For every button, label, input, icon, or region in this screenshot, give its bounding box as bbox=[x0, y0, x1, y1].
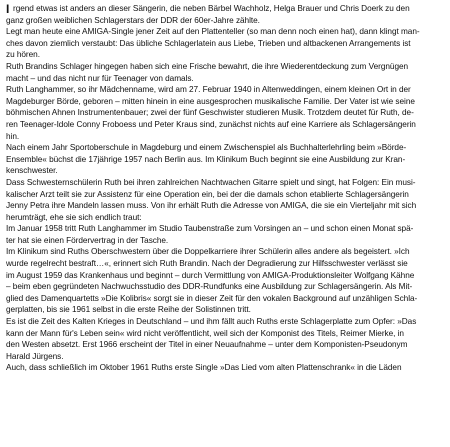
text-line: Legt man heute eine AMIGA-Single jener Zeit auf den Plattenteller (so man denn noch einen hat), dann klingt man- bbox=[6, 27, 420, 37]
text-line: Im Klinikum sind Ruths Oberschwestern über die Doppelkarriere ihrer Schülerin alles andere als begeistert. »Ich bbox=[6, 247, 410, 257]
text-line: zu hören. bbox=[6, 50, 40, 60]
text-line: im August 1959 das Krankenhaus und beginnt – durch Vermittlung von AMIGA-Produktionsleiter Wolfgang Kähne bbox=[6, 270, 415, 280]
text-line: ren Teenager-Idole Conny Froboess und Peter Kraus sind, zunächst nichts auf eine Karriere als Schlagersängerin bbox=[6, 119, 416, 129]
text-line: Ensemble« büchst die 17jährige 1957 nach Berlin aus. Im Klinikum Buch beginnt sie eine Ausbildung zur Kran- bbox=[6, 154, 406, 164]
text-line: kann der Mann für's Leben sein« wird nicht veröffentlicht, weil sich der Komponist des Titels, Reimer Mierke, in bbox=[6, 328, 404, 338]
text-line: Ruth Langhammer, so ihr Mädchenname, wird am 27. Februar 1940 in Altenweddingen, einem kleinen Ort in der bbox=[6, 85, 411, 95]
text-line: – beim eben gegründeten Nachwuchsstudio des DDR-Rundfunks eine Ausbildung zur Schlagersängerin. Als Mit- bbox=[6, 282, 413, 292]
text-line: Im Januar 1958 tritt Ruth Langhammer im Studio Taubenstraße zum Vorsingen an – und schon einen Monat spä- bbox=[6, 224, 414, 234]
text-line: hin. bbox=[6, 131, 20, 141]
text-line-1 bbox=[6, 3, 444, 15]
text-line: kalischer Arzt teilt sie zur Assistenz für eine Operation ein, bei der die damals schon etablierte Schlagersängerin bbox=[6, 189, 409, 199]
text-body bbox=[6, 15, 444, 374]
text-line: rgend etwas ist anders an dieser Sängerin, die neben Bärbel Wachholz, Helga Brauer und Chris Doerk zu den bbox=[13, 4, 410, 13]
text-line: macht – und das nicht nur für Teenager von damals. bbox=[6, 73, 194, 83]
text-line: Nach einem Jahr Sportoberschule in Magdeburg und einem Zwischenspiel als Buchhalterlehrling beim »Börde- bbox=[6, 143, 407, 153]
text-line: Jenny Petra ihre Mandeln lassen muss. Von ihr erhält Ruth die Adresse von AMIGA, die sie ein Vierteljahr mit sich bbox=[6, 201, 417, 211]
text-line: ter hat sie einen Fördervertrag in der Tasche. bbox=[6, 235, 169, 245]
text-line: den Westen absetzt. Erst 1966 erscheint der Titel in einer Neuaufnahme – unter dem Komponisten-Pseudonym bbox=[6, 340, 408, 350]
text-line: gerplatten, bis sie 1961 selbst in die erste Reihe der Solistinnen tritt. bbox=[6, 305, 251, 315]
text-line: kenschwester. bbox=[6, 166, 58, 176]
text-line: glied des Damenquartetts »Die Kolibris« sorgt sie in dieser Zeit für den vokalen Background auf unzähligen Schla- bbox=[6, 293, 418, 303]
text-line: Harald Jürgens. bbox=[6, 351, 64, 361]
text-line: Dass Schwesternschülerin Ruth bei ihren zahlreichen Nachtwachen Gitarre spielt und singt, hat Folgen: Ein musi- bbox=[6, 177, 416, 187]
text-line: ganz großen weiblichen Schlagerstars der DDR der 60er-Jahre zählte. bbox=[6, 15, 260, 25]
text-line: Auch, dass schließlich im Oktober 1961 Ruths erste Single »Das Lied vom alten Plattenschrank« in die Läden bbox=[6, 363, 402, 373]
text-line: Magdeburger Börde, geboren – mitten hinein in eine ausgesprochen musikalische Familie. Der Vater ist wie seine bbox=[6, 96, 415, 106]
text-line: böhmischen Ahnen Instrumentenbauer; zwei der fünf Geschwister studieren Musik. Trotzdem deutet für Ruth, de- bbox=[6, 108, 414, 118]
text-line: wurde regelrecht bestraft…«, erinnert sich Ruth Brandin. Nach der Degradierung zur Hilfsschwester verlässt sie bbox=[6, 259, 408, 269]
drop-cap: I bbox=[6, 3, 10, 15]
text-line: herumträgt, ehe sie sich endlich traut: bbox=[6, 212, 142, 222]
text-line: ches davon ziemlich verstaubt: Das übliche Schlagerlatein aus Liebe, Trieben und altbackenen Arrangements ist bbox=[6, 38, 411, 48]
text-line: Ruth Brandins Schlager hingegen haben sich eine Frische bewahrt, die ihre Wiederentdeckung zum Vergnügen bbox=[6, 61, 409, 71]
text-line: Es ist die Zeit des Kalten Krieges in Deutschland – und ihm fällt auch Ruths erste Schlagerplatte zum Opfer: »Das bbox=[6, 317, 417, 327]
